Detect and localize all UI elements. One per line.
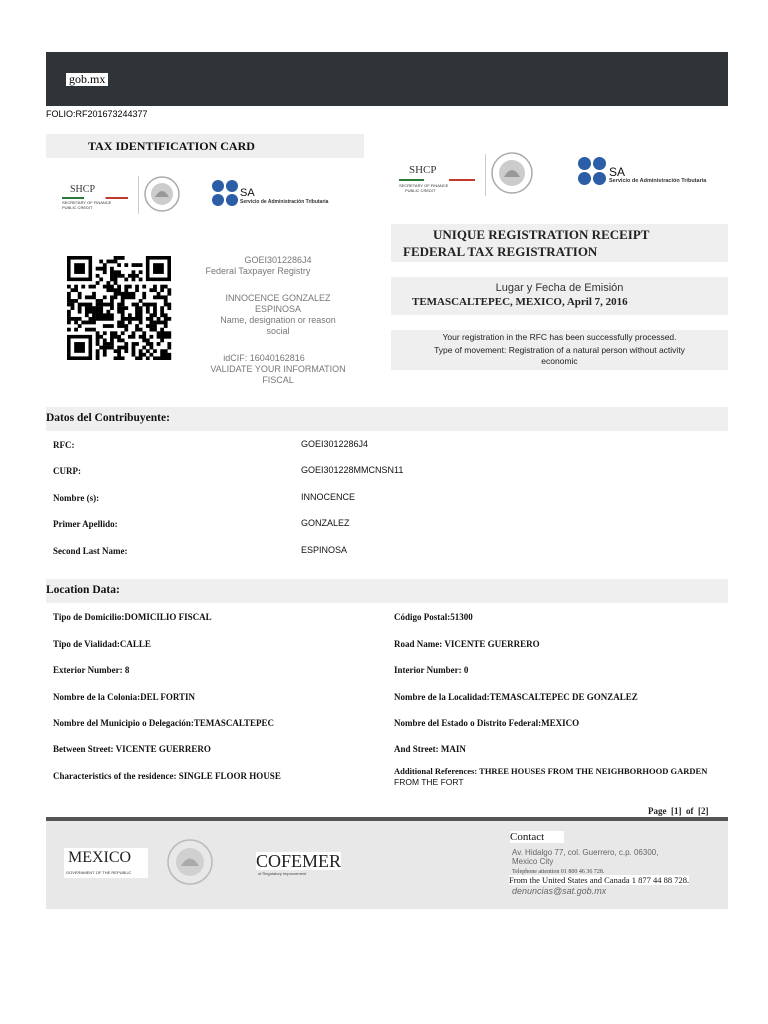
taxpayer-label: Primer Apellido: <box>53 519 118 529</box>
card-name-desc1: Name, designation or reason <box>220 315 336 325</box>
location-item: And Street: MAIN <box>394 744 466 754</box>
logo-divider-right <box>485 154 486 196</box>
location-additional-cont: FROM THE FORT <box>394 777 464 787</box>
shcp-logo-right <box>395 160 485 196</box>
qr-code <box>67 256 173 360</box>
taxpayer-value: GONZALEZ <box>301 518 350 528</box>
header-bar <box>46 52 728 106</box>
page-number: Page [1] of [2] <box>648 806 709 816</box>
taxpayer-label: Second Last Name: <box>53 546 128 556</box>
shcp-logo-left <box>58 180 138 210</box>
location-section-bar <box>46 579 728 603</box>
sat-logo-text-right: SA <box>609 165 626 179</box>
sat-logo-sub-right: Servicio de Administración Tributaria <box>609 178 707 184</box>
contact-address-1: Av. Hidalgo 77, col. Guerrero, c.p. 06300, <box>512 848 659 857</box>
location-item: Tipo de Domicilio:DOMICILIO FISCAL <box>53 612 212 622</box>
taxpayer-value: GOEI3012286J4 <box>301 439 369 449</box>
footer <box>46 821 728 909</box>
mexico-seal-icon-footer <box>166 838 214 891</box>
cofemer-logo-sub: of Regulatory Improvement <box>258 871 307 876</box>
card-registry-label: Federal Taxpayer Registry <box>205 266 311 276</box>
location-item: Exterior Number: 8 <box>53 665 130 675</box>
sat-logo-right <box>578 157 728 187</box>
contact-phone: Telephone attention 01 800 46 36 728. <box>512 869 605 875</box>
receipt-title-1: UNIQUE REGISTRATION RECEIPT <box>433 227 650 242</box>
card-validate2: FISCAL <box>262 375 294 385</box>
taxpayer-section-title: Datos del Contribuyente: <box>46 412 170 424</box>
card-rfc-code: GOEI3012286J4 <box>244 255 312 265</box>
contact-us-phone: From the United States and Canada 1 877 44 88 728. <box>509 875 690 885</box>
location-item: Nombre del Municipio o Delegación:TEMASCALTEPEC <box>53 718 275 728</box>
location-item: Nombre del Estado o Distrito Federal:MEXICO <box>394 718 580 728</box>
shcp-right-sub2: PUBLIC CREDIT <box>405 188 436 193</box>
mexico-logo-text: MEXICO <box>68 849 132 866</box>
receipt-message-2: Type of movement: Registration of a natural person without activity <box>434 345 685 355</box>
sat-logo-left <box>212 180 352 208</box>
mexico-seal-icon-right <box>490 151 534 200</box>
taxpayer-label: Nombre (s): <box>53 493 100 503</box>
location-item: Tipo de Vialidad:CALLE <box>53 639 151 649</box>
receipt-place-value: TEMASCALTEPEC, MEXICO, April 7, 2016 <box>412 296 628 308</box>
location-item: Nombre de la Colonia:DEL FORTIN <box>53 692 196 702</box>
location-item: Between Street: VICENTE GUERRERO <box>53 744 211 754</box>
card-validate1: VALIDATE YOUR INFORMATION <box>210 364 346 374</box>
shcp-sub1: SECRETARY OF FINANCE <box>62 200 112 205</box>
card-name-line1: INNOCENCE GONZALEZ <box>225 293 331 303</box>
gob-mx-logo[interactable]: gob.mx <box>66 73 108 86</box>
receipt-place-label: Lugar y Fecha de Emisión <box>495 282 624 294</box>
location-item: Interior Number: 0 <box>394 665 469 675</box>
mexico-logo-sub: GOVERNMENT OF THE REPUBLIC <box>66 870 132 875</box>
receipt-message-1: Your registration in the RFC has been successfully processed. <box>442 332 677 342</box>
cofemer-logo-text: COFEMER <box>256 851 342 871</box>
shcp-logo-text-right: SHCP <box>409 164 437 176</box>
sat-logo-text: SA <box>240 187 255 199</box>
taxpayer-label: CURP: <box>53 466 81 476</box>
card-name-desc2: social <box>266 326 290 336</box>
taxpayer-value: GOEI301228MMCNSN11 <box>301 465 404 475</box>
contact-address-2: Mexico City <box>512 857 554 866</box>
location-item: Código Postal:51300 <box>394 612 473 622</box>
card-title: TAX IDENTIFICATION CARD <box>88 139 255 153</box>
shcp-right-sub1: SECRETARY OF FINANCE <box>399 183 449 188</box>
location-item: Nombre de la Localidad:TEMASCALTEPEC DE GONZALEZ <box>394 692 638 702</box>
folio-number: FOLIO:RF201673244377 <box>46 109 148 119</box>
location-item: Road Name: VICENTE GUERRERO <box>394 639 540 649</box>
taxpayer-value: ESPINOSA <box>301 545 348 555</box>
location-item: Additional References: THREE HOUSES FROM THE NEIGHBORHOOD GARDEN <box>394 766 708 776</box>
shcp-logo-text: SHCP <box>70 184 96 195</box>
contact-title: Contact <box>510 831 564 843</box>
card-name-line2: ESPINOSA <box>254 304 301 314</box>
mexico-logo <box>64 848 148 878</box>
taxpayer-value: INNOCENCE <box>301 492 356 502</box>
location-item: Characteristics of the residence: SINGLE FLOOR HOUSE <box>53 771 281 781</box>
location-section-title: Location Data: <box>46 584 120 596</box>
cofemer-logo <box>256 852 356 878</box>
taxpayer-label: RFC: <box>53 440 75 450</box>
receipt-message-3: economic <box>541 356 578 366</box>
mexico-seal-icon <box>143 175 181 218</box>
card-idcif: idCIF: 16040162816 <box>223 353 305 363</box>
logo-divider <box>138 176 139 214</box>
shcp-sub2: PUBLIC CREDIT <box>62 205 93 210</box>
sat-logo-sub: Servicio de Administración Tributaria <box>240 199 329 205</box>
contact-email[interactable]: denuncias@sat.gob.mx <box>512 886 607 896</box>
receipt-title-2: FEDERAL TAX REGISTRATION <box>403 244 598 259</box>
